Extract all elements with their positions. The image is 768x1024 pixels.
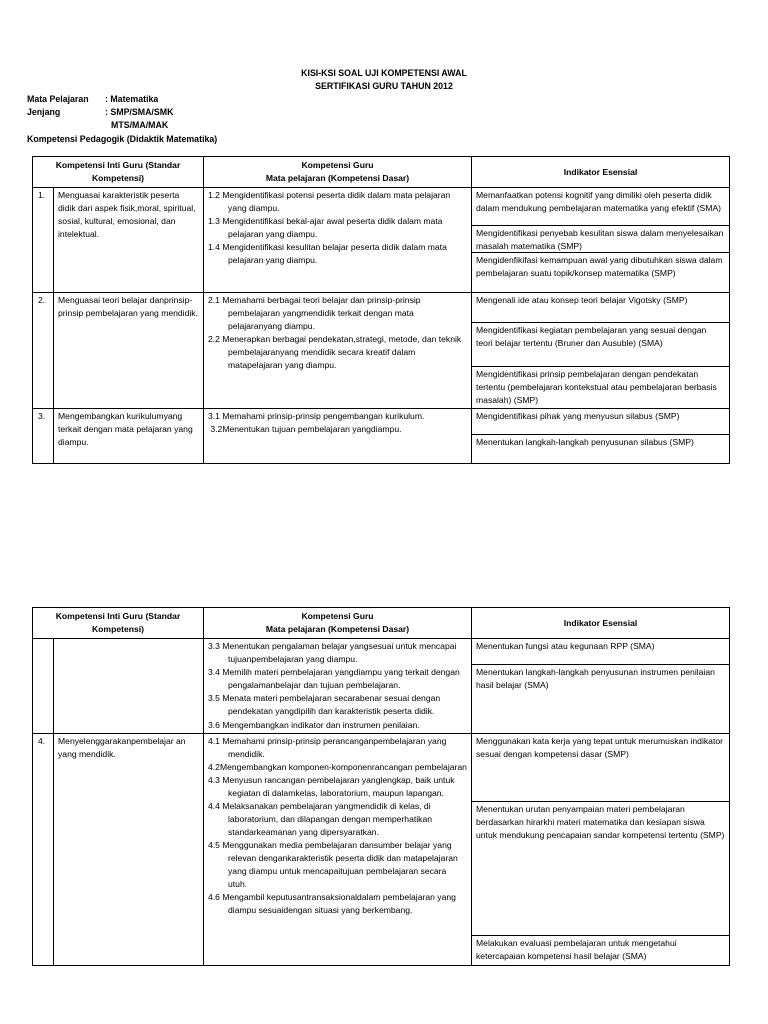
table-row <box>33 639 730 733</box>
indicator-cell <box>472 409 730 464</box>
indicator-cell <box>472 733 730 965</box>
basic-competency-item: 4.3 Menyusun rancangan pembelajaran yanglengkap, baik untuk kegiatan di dalamkelas, laboratorium, maupun lapangan. <box>208 774 455 798</box>
core-competency-cell: Mengembangkan kurikulumyang terkait dengan mata pelajaran yang diampu. <box>54 409 204 464</box>
header-teacher-competency-line1: Kompetensi Guru <box>301 611 374 621</box>
header-teacher-competency-line2: Mata pelajaran (Kompetensi Dasar) <box>265 624 410 635</box>
header-teacher-competency-line2: Mata pelajaran (Kompetensi Dasar) <box>265 173 410 184</box>
header-core-competency: Kompetensi Inti Guru (Standar Kompetensi) <box>33 157 204 188</box>
table-row <box>33 188 730 293</box>
basic-competency-item: 4.6 Mengambil keputusantransaksionaldalam pembelajaran yang diampu sesuaidengan situasi yang berkembang. <box>208 892 456 916</box>
indicator-item: Menggunakan kata kerja yang tepat untuk merumuskan indikator sesuai dengan kompetensi dasar (SMP) <box>472 734 729 802</box>
competency-table-1 <box>32 156 730 464</box>
row-number: 4. <box>33 733 54 965</box>
competency-title: Kompetensi Pedagogik (Didaktik Matematika) <box>27 133 218 144</box>
indicator-item: Menentukan langkah-langkah penyusunan instrumen penilaian hasil belajar (SMA) <box>476 667 715 691</box>
basic-competency-item: 3.4 Memilih materi pembelajaran yangdiampu yang terkait dengan pengalamanbelajar dan tujuan pembelajaran. <box>208 667 460 691</box>
indicator-item: Mengidentifikasi penyebab kesulitan siswa dalam menyelesaikan masalah matematika (SMP) <box>472 226 729 253</box>
table-row <box>33 733 730 965</box>
indicator-item: Mengidenfikifasi kemampuan awal yang dibutuhkan siswa dalam pembelajaran suatu topik/konsep matematika (SMP) <box>476 255 723 279</box>
basic-competency-item: 4.1 Memahami prinsip-prinsip perancanganpembelajaran yang mendidik. <box>208 735 447 759</box>
indicator-item: Mengenali ide atau konsep teori belajar Vigotsky (SMP) <box>472 293 729 323</box>
basic-competency-item: 3.5 Menata materi pembelajaran secarabenar sesuai dengan pendekatan yangdipilih dan karakteristik peserta didik. <box>208 693 441 717</box>
core-competency-cell: Menyelenggarakanpembelajar an yang mendidik. <box>54 733 204 965</box>
subject-label: Mata Pelajaran <box>27 94 89 104</box>
indicator-cell <box>472 188 730 293</box>
indicator-cell <box>472 639 730 733</box>
basic-competency-item: 2.2 Menerapkan berbagai pendekatan,strategi, metode, dan teknik pembelajaranyang mendidik secara kreatif dalam matapelajaran yang diampu. <box>208 334 462 371</box>
basic-competency-item: 2.1 Memahami berbagai teori belajar dan prinsip-prinsip pembelajaran yangmendidik terkait dengan mata pelajaranyang diampu. <box>208 295 421 332</box>
header-teacher-competency <box>204 608 472 639</box>
header-indicator: Indikator Esensial <box>472 157 730 188</box>
table-row <box>33 293 730 409</box>
basic-competency-item: 4.2Mengembangkan komponen-komponenrancangan pembelajaran <box>208 761 467 772</box>
subject-value: : Matematika <box>105 94 159 104</box>
indicator-item: Melakukan evaluasi pembelajaran untuk mengetahui ketercapaian kompetensi hasil belajar (SMA) <box>476 937 677 961</box>
indicator-item: Mengidentifikasi pihak yang menyusun silabus (SMP) <box>472 409 729 435</box>
table-row <box>33 409 730 464</box>
indicator-cell <box>472 293 730 409</box>
core-competency-cell <box>54 639 204 733</box>
basic-competency-item: 1.2 Mengidentifikasi potensi peserta didik dalam mata pelajaran yang diampu. <box>208 190 451 214</box>
header-core-competency: Kompetensi Inti Guru (Standar Kompetensi) <box>33 608 204 639</box>
basic-competency-item: 3.1 Memahami prinsip-prinsip pengembangan kurikulum. <box>208 411 425 422</box>
row-number: 1. <box>33 188 54 293</box>
meta-level-row <box>27 106 217 119</box>
basic-competency-item: 4.4 Melaksanakan pembelajaran yangmendidik di kelas, di laboratorium, dan dilapangan dengan memperhatikan standarkeamanan yang dipersyaratkan. <box>208 800 433 837</box>
indicator-item: Memanfaatkan potensi kognitif yang dimiliki oleh peserta didik dalam mendukung pembelajaran matematika yang efektif (SMA) <box>472 188 729 226</box>
document-meta <box>27 93 217 146</box>
meta-subject-row <box>27 93 217 106</box>
basic-competency-item: 1.3 Mengidentifikasi bekal-ajar awal peserta didik dalam mata pelajaran yang diampu. <box>208 216 443 240</box>
table-header-row <box>33 608 730 639</box>
level-label: Jenjang <box>27 107 61 118</box>
indicator-item: Menentukan urutan penyampaian materi pembelajaran berdasarkan hirarkhi materi matematika dan kesiapan siswa untuk mendukung pencapaian sandar kompetensi tertentu (SMP) <box>472 802 729 936</box>
basic-competency-item: 3.6 Mengembangkan indikator dan instrumen penilaian. <box>208 719 420 730</box>
row-number <box>33 639 54 733</box>
header-teacher-competency-line1: Kompetensi Guru <box>301 160 374 170</box>
indicator-item: Mengidentifikasi prinsip pembelajaran dengan pendekatan tertentu (pembelajaran kontekstual atau pembelajaran berbasis masalah) (SMP) <box>476 369 717 406</box>
basic-competency-cell <box>204 293 472 409</box>
title-line-1: KISI-KSI SOAL UJI KOMPETENSI AWAL <box>301 68 467 78</box>
basic-competency-item: 1.4 Mengidentifikasi kesulitan belajar peserta didik dalam mata pelajaran yang diampu. <box>208 242 447 266</box>
basic-competency-cell <box>204 639 472 733</box>
header-indicator: Indikator Esensial <box>472 608 730 639</box>
row-number: 2. <box>33 293 54 409</box>
indicator-item: Menentukan fungsi atau kegunaan RPP (SMA) <box>472 639 729 665</box>
core-competency-cell: Menguasai teori belajar danprinsip-prinsip pembelajaran yang mendidik. <box>54 293 204 409</box>
basic-competency-cell <box>204 188 472 293</box>
basic-competency-item: 4.5 Menggunakan media pembelajaran dansumber belajar yang relevan dengankarakteristik peserta didik dan matapelajaran yang diampu untuk mencapaitujuan pembelajaran secara utuh. <box>208 840 458 890</box>
row-number: 3. <box>33 409 54 464</box>
competency-table-2 <box>32 607 730 966</box>
level-value-2: MTS/MA/MAK <box>111 120 169 131</box>
basic-competency-item: 3.3 Menentukan pengalaman belajar yangsesuai untuk mencapai tujuanpembelajaran yang diampu. <box>208 641 457 665</box>
header-teacher-competency <box>204 157 472 188</box>
basic-competency-item: 3.2Menentukan tujuan pembelajaran yangdiampu. <box>208 424 402 435</box>
level-value: : SMP/SMA/SMK <box>105 107 174 118</box>
document-title <box>0 67 768 93</box>
core-competency-cell: Menguasai karakteristik peserta didik dari aspek fisik,moral, spiritual, sosial, kultural, emosional, dan intelektual. <box>54 188 204 293</box>
table-header-row <box>33 157 730 188</box>
indicator-item: Mengidentifikasi kegiatan pembelajaran yang sesuai dengan teori belajar tertentu (Bruner dan Ausuble) (SMA) <box>472 323 729 367</box>
indicator-item: Menentukan langkah-langkah penyusunan silabus (SMP) <box>476 437 694 448</box>
basic-competency-cell <box>204 733 472 965</box>
basic-competency-cell <box>204 409 472 464</box>
title-line-2: SERTIFIKASI GURU TAHUN 2012 <box>315 80 453 91</box>
